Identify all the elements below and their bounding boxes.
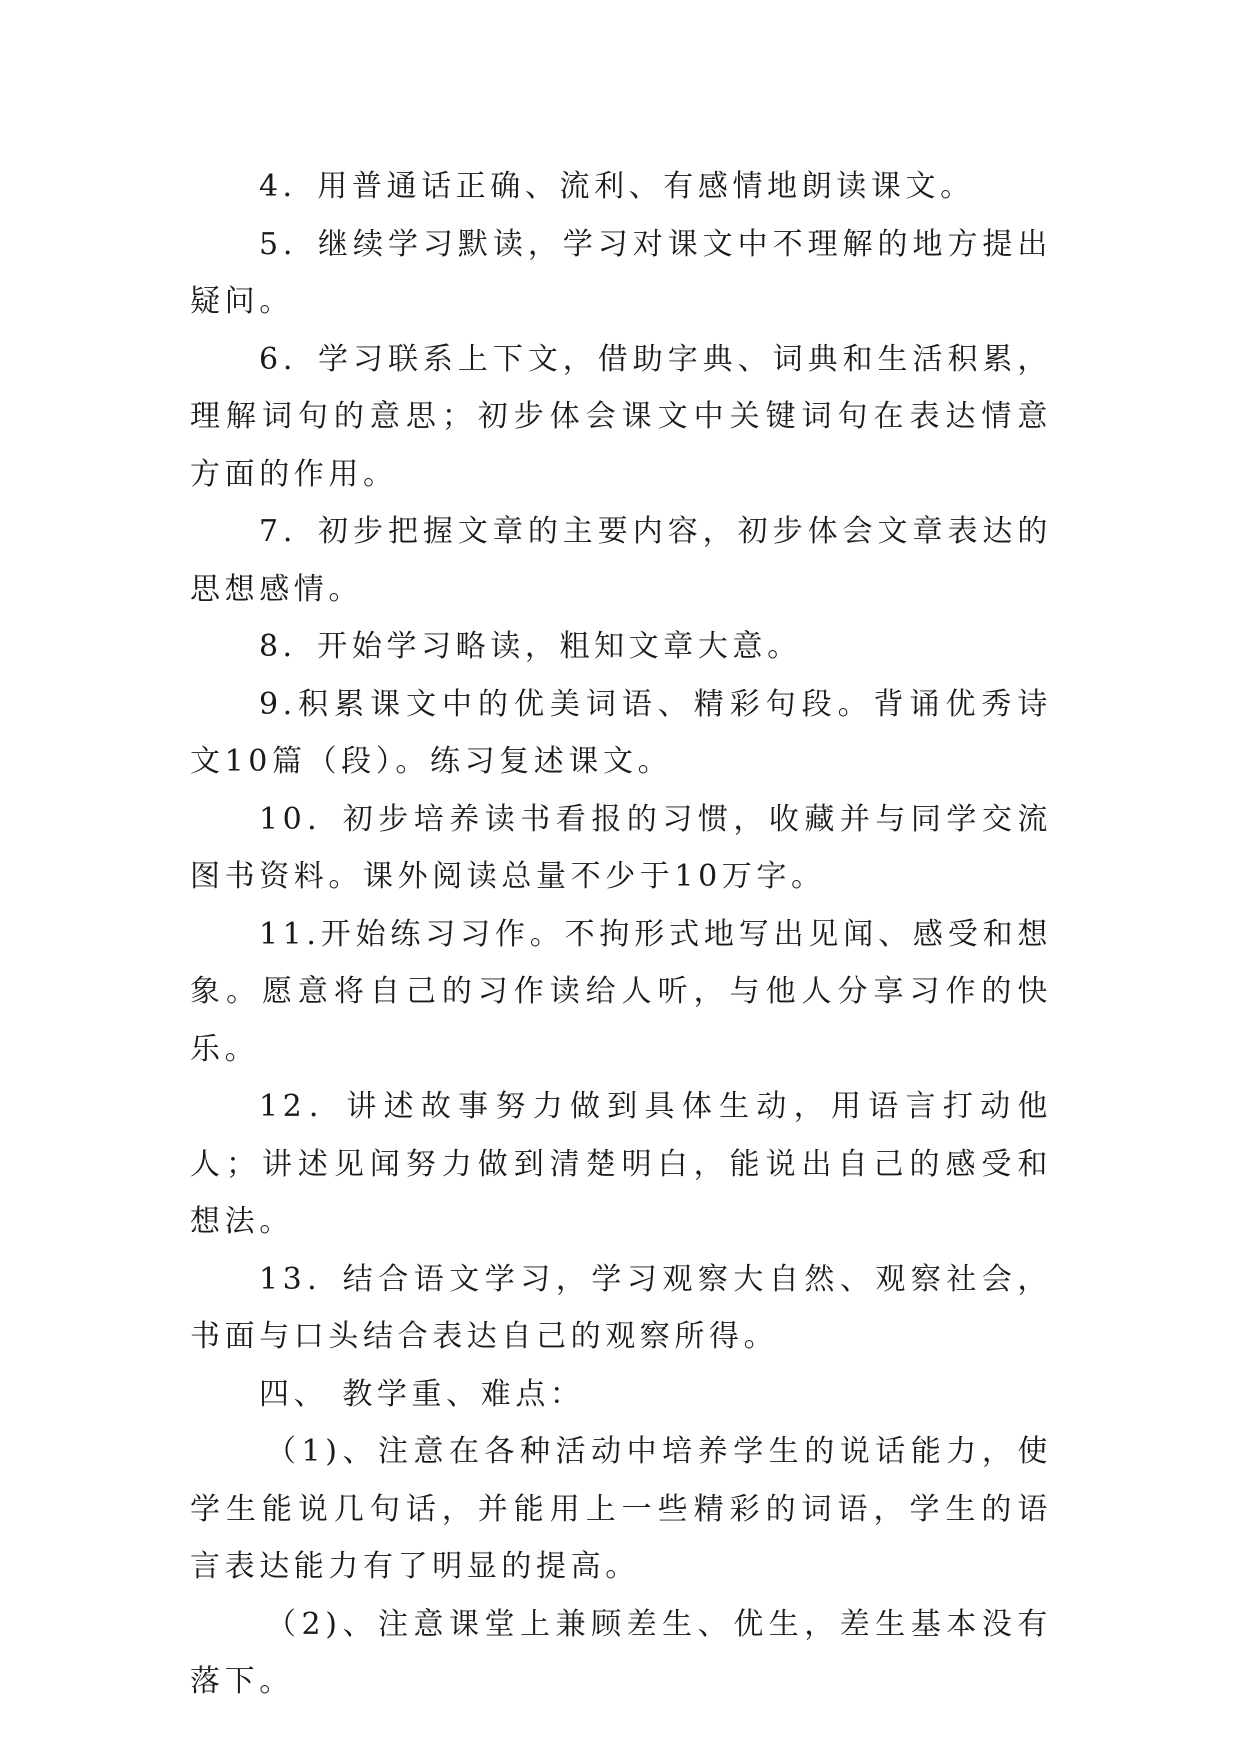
objective-item-6: 6．学习联系上下文，借助字典、词典和生活积累，理解词句的意思；初步体会课文中关键词句在表达情意方面的作用。 [190,341,1052,492]
objective-item-7: 7．初步把握文章的主要内容，初步体会文章表达的思想感情。 [190,514,1052,607]
objective-item-10: 10．初步培养读书看报的习惯，收藏并与同学交流图书资料。课外阅读总量不少于10万字。 [190,801,1052,894]
objective-item-8: 8．开始学习略读，粗知文章大意。 [259,629,802,664]
objective-item-11: 11.开始练习习作。不拘形式地写出见闻、感受和想象。愿意将自己的习作读给人听，与他人分享习作的快乐。 [190,916,1052,1067]
document-body [190,158,1052,1711]
objective-item-13: 13．结合语文学习，学习观察大自然、观察社会，书面与口头结合表达自己的观察所得。 [190,1261,1052,1354]
key-point-2: （2)、注意课堂上兼顾差生、优生，差生基本没有落下。 [190,1606,1052,1699]
objective-item-4: 4．用普通话正确、流利、有感情地朗读课文。 [259,169,975,204]
objective-item-5: 5．继续学习默读，学习对课文中不理解的地方提出疑问。 [190,226,1052,319]
objective-item-9: 9.积累课文中的优美词语、精彩句段。背诵优秀诗文10篇（段）。练习复述课文。 [190,686,1052,779]
key-point-1: （1)、注意在各种活动中培养学生的说话能力，使学生能说几句话，并能用上一些精彩的词语，学生的语言表达能力有了明显的提高。 [190,1434,1052,1584]
section-heading: 四、 教学重、难点： [259,1376,585,1412]
objective-item-12: 12．讲述故事努力做到具体生动，用语言打动他人；讲述见闻努力做到清楚明白，能说出自己的感受和想法。 [190,1089,1052,1239]
